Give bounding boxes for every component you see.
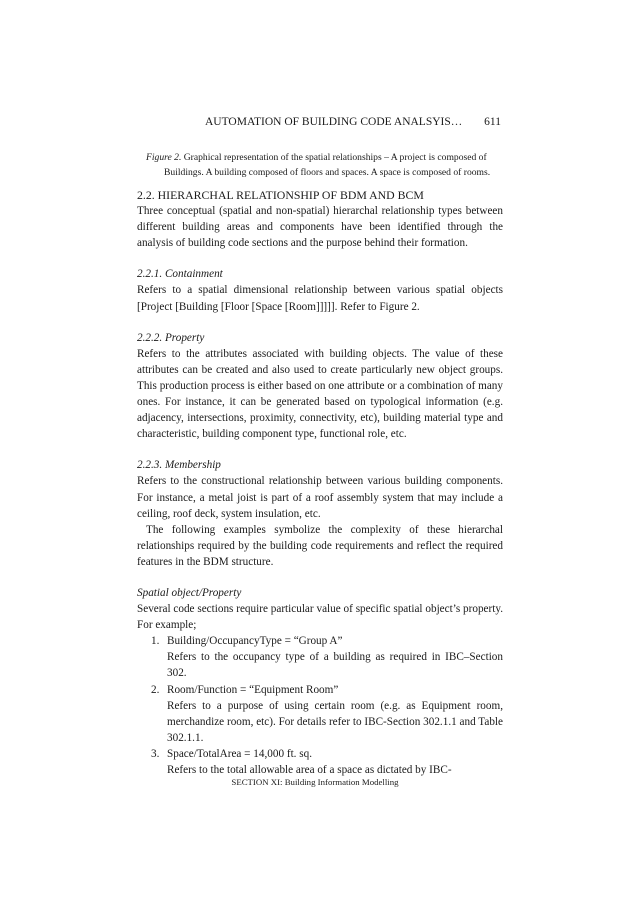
running-header-title: AUTOMATION OF BUILDING CODE ANALSYIS…	[205, 116, 463, 128]
containment-heading: 2.2.1. Containment	[137, 268, 223, 281]
spatial-property-text: Several code sections require particular value of specific spatial object’s property. For example;	[137, 603, 503, 632]
list-item-description: Refers to a purpose of using certain room (e.g. as Equipment room, merchandize room, etc). For details refer to IBC-Section 302.1.1 and Table 302.1.1.	[167, 699, 503, 744]
list-item	[137, 746, 503, 778]
caption-text-line-1: Graphical representation of the spatial relationships – A project is composed of	[181, 152, 487, 163]
property-heading: 2.2.2. Property	[137, 331, 205, 344]
list-item	[137, 682, 503, 746]
list-item-number: 3.	[151, 747, 160, 760]
body-text	[137, 187, 503, 778]
examples-list	[137, 633, 503, 778]
footer-text: SECTION XI: Building Information Modelling	[231, 777, 399, 787]
list-item-description: Refers to the total allowable area of a space as dictated by IBC-	[167, 764, 452, 776]
caption-label: Figure 2.	[146, 152, 182, 163]
section-heading: 2.2. HIERARCHAL RELATIONSHIP OF BDM AND BCM	[137, 188, 424, 202]
caption-text-line-2: Buildings. A building composed of floors and spaces. A space is composed of rooms.	[164, 167, 491, 178]
property-text: Refers to the attributes associated with building objects. The value of these attributes can be created and also used to create particularly new object groups. This production process is either based on one attribute or a combination of many ones. For instance, it can be generated based on typological information (e.g. adjacency, intersections, proximity, connectivity, etc), building material type and characteristic, building component type, functional role, etc.	[137, 347, 503, 441]
membership-heading: 2.2.3. Membership	[137, 459, 221, 472]
page-footer	[0, 777, 638, 787]
figure-caption	[146, 150, 506, 180]
list-item-expression: Room/Function = “Equipment Room”	[167, 683, 339, 696]
list-item	[137, 633, 503, 681]
membership-text-2: The following examples symbolize the complexity of these hierarchal relationships required by the building code requirements and reflect the required features in the BDM structure.	[137, 523, 503, 568]
list-item-number: 1.	[151, 635, 160, 648]
section-intro: Three conceptual (spatial and non-spatial) hierarchal relationship types between different building areas and components have been identified through the analysis of building code sections and the purpose behind their formation.	[137, 205, 503, 250]
list-item-expression: Building/OccupancyType = “Group A”	[167, 635, 343, 648]
list-item-expression: Space/TotalArea = 14,000 ft. sq.	[167, 747, 313, 760]
list-item-number: 2.	[151, 683, 160, 696]
caption-line-1	[146, 150, 506, 165]
membership-text: Refers to the constructional relationship between various building components. For instance, a metal joist is part of a roof assembly system that may include a ceiling, roof deck, system insulation, etc.	[137, 475, 503, 520]
containment-text: Refers to a spatial dimensional relationship between various spatial objects [Project [Building [Floor [Space [Room]]]]]. Refer to Figure 2.	[137, 284, 503, 313]
page-number: 611	[484, 116, 501, 128]
list-item-description: Refers to the occupancy type of a building as required in IBC–Section 302.	[167, 651, 503, 680]
spatial-property-heading: Spatial object/Property	[137, 586, 242, 599]
